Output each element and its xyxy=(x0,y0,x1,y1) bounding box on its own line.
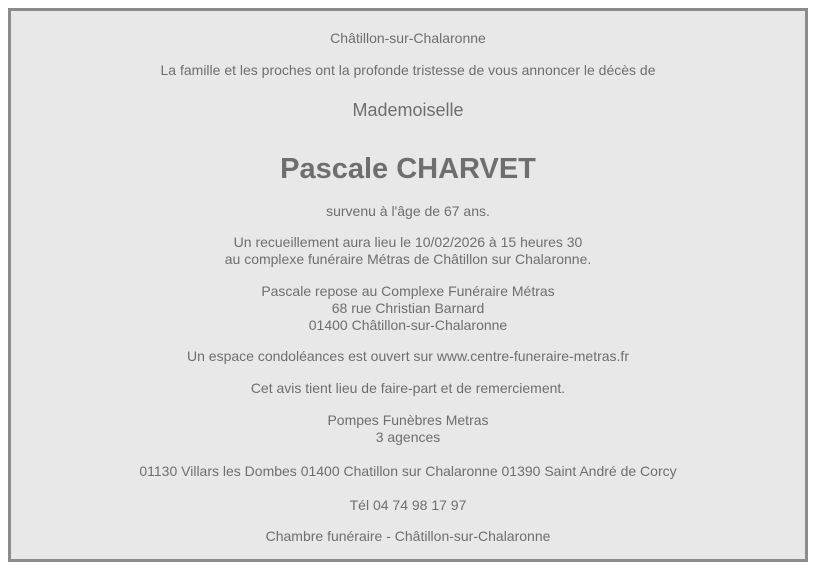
repose-line-2: 68 rue Christian Barnard xyxy=(331,300,485,316)
obituary-notice xyxy=(8,8,808,562)
notice-intro: La famille et les proches ont la profonde tristesse de vous annoncer le décès de xyxy=(160,62,656,78)
pompes-funebres-name: Pompes Funèbres Metras xyxy=(327,412,489,428)
telephone-line: Tél 04 74 98 17 97 xyxy=(349,497,467,513)
agences-addresses: 01130 Villars les Dombes 01400 Chatillon sur Chalaronne 01390 Saint André de Corcy xyxy=(139,463,677,479)
avis-line: Cet avis tient lieu de faire-part et de remerciement. xyxy=(250,380,566,396)
repose-line-3: 01400 Châtillon-sur-Chalaronne xyxy=(308,317,508,333)
notice-city: Châtillon-sur-Chalaronne xyxy=(330,30,486,46)
pompes-funebres-agences-count: 3 agences xyxy=(375,429,441,445)
notice-civility: Mademoiselle xyxy=(352,100,464,120)
notice-age: survenu à l'âge de 67 ans. xyxy=(326,203,490,219)
deceased-name: Pascale CHARVET xyxy=(280,153,536,185)
condoleances-line: Un espace condoléances est ouvert sur www.centre-funeraire-metras.fr xyxy=(187,348,629,364)
recueillement-line-1: Un recueillement aura lieu le 10/02/2026 à 15 heures 30 xyxy=(233,234,583,250)
repose-line-1: Pascale repose au Complexe Funéraire Métras xyxy=(261,283,555,299)
recueillement-line-2: au complexe funéraire Métras de Châtillon sur Chalaronne. xyxy=(224,251,592,267)
chambre-funeraire-line: Chambre funéraire - Châtillon-sur-Chalaronne xyxy=(265,528,551,544)
